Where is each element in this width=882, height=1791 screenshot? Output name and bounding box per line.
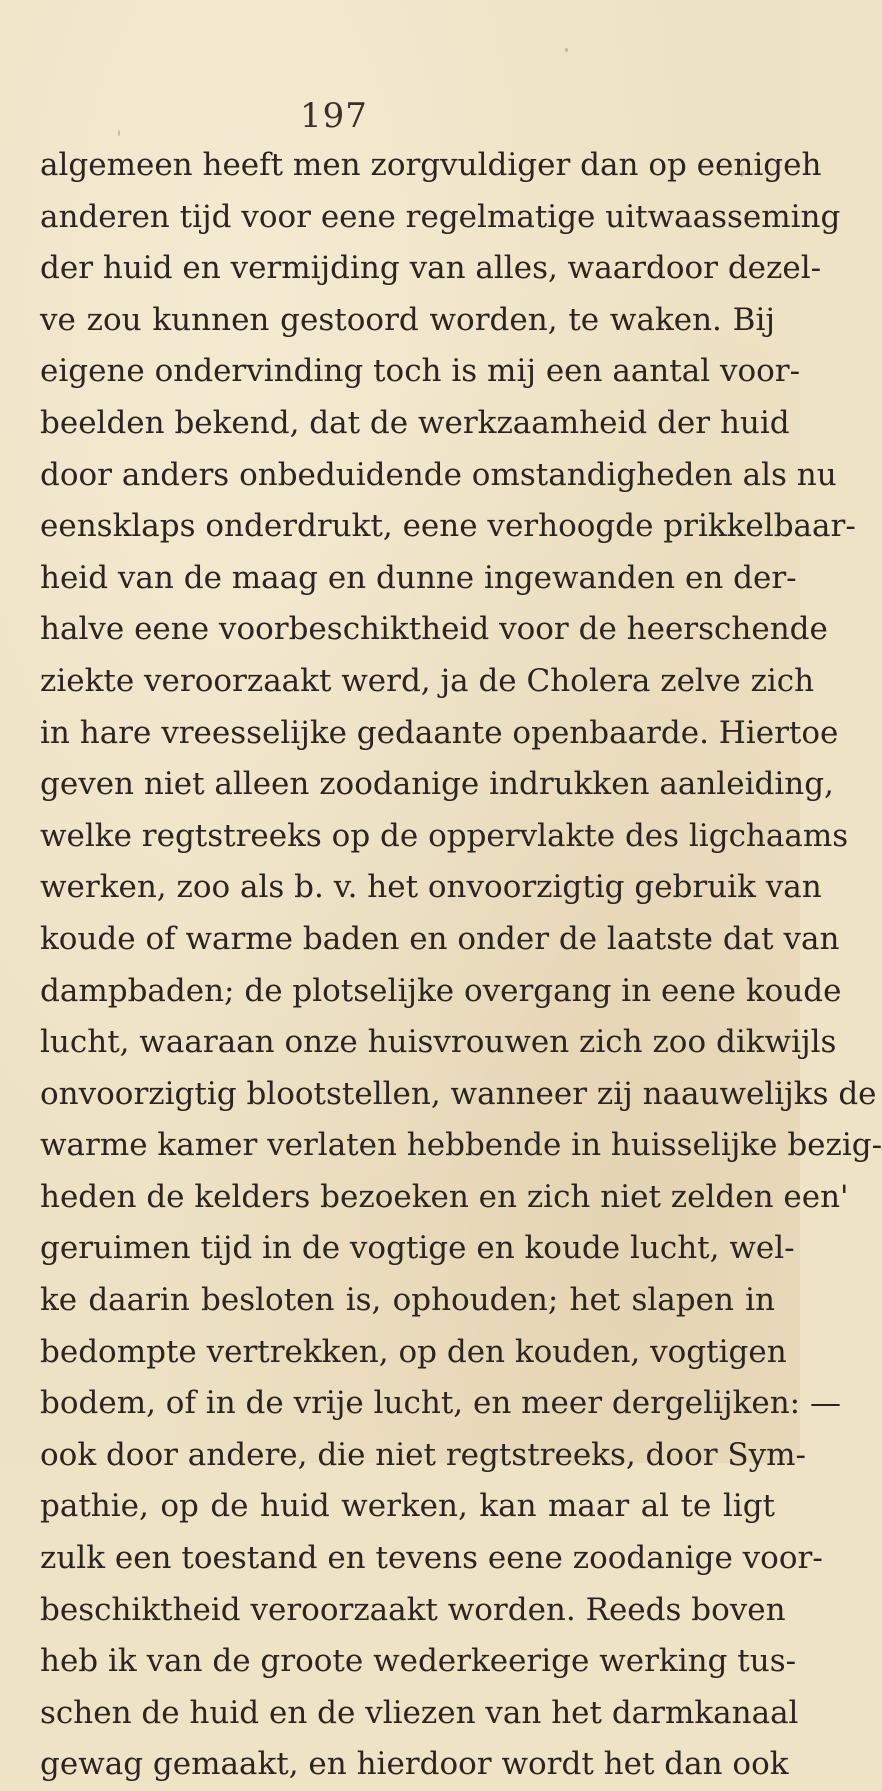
text-line: welke regtstreeks op de oppervlakte des ligchaams bbox=[40, 817, 849, 854]
paper-speck bbox=[740, 170, 744, 177]
page-number: 197 bbox=[300, 96, 368, 136]
text-line: in hare vreesselijke gedaante openbaarde. Hiertoe bbox=[40, 714, 839, 751]
text-line: lucht, waaraan onze huisvrouwen zich zoo dikwijls bbox=[40, 1024, 837, 1061]
text-line: beelden bekend, dat de werkzaamheid der huid bbox=[40, 404, 790, 441]
text-line: ziekte veroorzaakt werd, ja de Cholera zelve zich bbox=[40, 662, 815, 699]
text-line: geven niet alleen zoodanige indrukken aanleiding, bbox=[40, 766, 834, 803]
text-line: koude of warme baden en onder de laatste dat van bbox=[40, 920, 840, 957]
text-line: door anders onbeduidende omstandigheden als nu bbox=[40, 456, 837, 493]
text-line: schen de huid en de vliezen van het darmkanaal bbox=[40, 1694, 799, 1731]
text-line: ook door andere, die niet regtstreeks, door Sym- bbox=[40, 1436, 807, 1473]
text-line: der huid en vermijding van alles, waardoor dezel- bbox=[40, 250, 822, 287]
text-line: pathie, op de huid werken, kan maar al te ligt bbox=[40, 1488, 775, 1525]
text-line: onvoorzigtig blootstellen, wanneer zij naauwelijks de bbox=[40, 1075, 877, 1112]
text-line: bedompte vertrekken, op den kouden, vogtigen bbox=[40, 1333, 787, 1370]
text-line: heden de kelders bezoeken en zich niet zelden een' bbox=[40, 1178, 849, 1215]
text-line: geruimen tijd in de vogtige en koude lucht, wel- bbox=[40, 1230, 795, 1267]
paper-speck bbox=[565, 48, 568, 52]
text-line: bodem, of in de vrije lucht, en meer dergelijken: — bbox=[40, 1385, 841, 1422]
text-line: eensklaps onderdrukt, eene verhoogde prikkelbaar- bbox=[40, 508, 856, 545]
text-line: zulk een toestand en tevens eene zoodanige voor- bbox=[40, 1540, 823, 1577]
text-line: algemeen heeft men zorgvuldiger dan op eenigeh bbox=[40, 147, 822, 183]
text-line: heb ik van de groote wederkeerige werking tus- bbox=[40, 1643, 797, 1680]
paper-speck bbox=[118, 130, 120, 136]
text-line: werken, zoo als b. v. het onvoorzigtig gebruik van bbox=[40, 869, 822, 906]
text-line: gewag gemaakt, en hierdoor wordt het dan ook bbox=[40, 1746, 789, 1783]
text-line: heid van de maag en dunne ingewanden en der- bbox=[40, 559, 797, 596]
text-line: beschiktheid veroorzaakt worden. Reeds boven bbox=[40, 1591, 786, 1628]
text-line: ke daarin besloten is, ophouden; het slapen in bbox=[40, 1282, 775, 1319]
text-line: warme kamer verlaten hebbende in huisselijke bezig- bbox=[40, 1127, 882, 1164]
body-text bbox=[40, 140, 882, 1791]
text-line: dampbaden; de plotselijke overgang in eene koude bbox=[40, 972, 842, 1009]
text-line: anderen tijd voor eene regelmatige uitwaasseming bbox=[40, 198, 841, 235]
text-line: eigene ondervinding toch is mij een aantal voor- bbox=[40, 353, 801, 390]
text-line: ve zou kunnen gestoord worden, te waken. Bij bbox=[40, 301, 775, 338]
text-line: halve eene voorbeschiktheid voor de heerschende bbox=[40, 611, 828, 648]
